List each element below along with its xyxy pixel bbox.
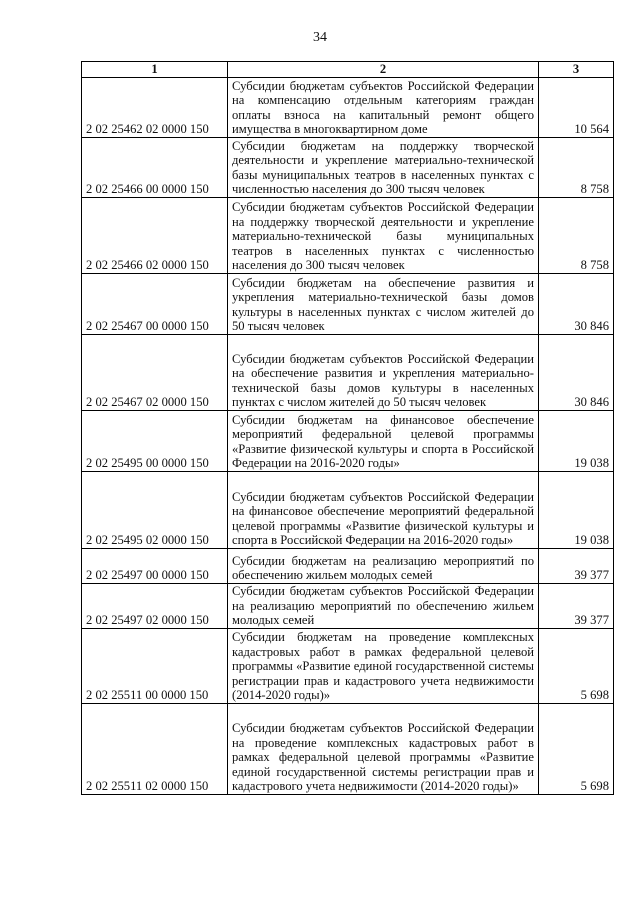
row-description: Субсидии бюджетам субъектов Российской Федерации на проведение комплексных кадастровых работ в рамках федеральной целевой программы «Развитие единой государственной системы регистрации прав и кадастрового учета недвижимости (2014-2020 годы)» — [228, 704, 539, 795]
row-amount: 10 564 — [539, 78, 614, 138]
row-amount: 39 377 — [539, 549, 614, 584]
table-row — [82, 335, 614, 411]
table-row — [82, 549, 614, 584]
table-row — [82, 198, 614, 274]
table-row — [82, 704, 614, 795]
row-description: Субсидии бюджетам на обеспечение развития и укрепления материально-технической базы домов культуры в населенных пунктах с числом жителей до 50 тысяч человек — [228, 274, 539, 335]
row-description: Субсидии бюджетам субъектов Российской Федерации на компенсацию отдельным категориям граждан оплаты взноса на капитальный ремонт общего имущества в многоквартирном доме — [228, 78, 539, 138]
row-amount: 8 758 — [539, 198, 614, 274]
row-description: Субсидии бюджетам на проведение комплексных кадастровых работ в рамках федеральной целевой программы «Развитие единой государственной системы регистрации прав и кадастрового учета недвижимости (2014-2020 годы)» — [228, 629, 539, 704]
row-description: Субсидии бюджетам на поддержку творческой деятельности и укрепление материально-технической базы муниципальных театров в населенных пунктах с численностью населения до 300 тысяч человек — [228, 138, 539, 198]
row-code: 2 02 25511 02 0000 150 — [82, 704, 228, 795]
row-code: 2 02 25462 02 0000 150 — [82, 78, 228, 138]
column-header-code: 1 — [82, 62, 228, 78]
table-row — [82, 472, 614, 549]
row-amount: 19 038 — [539, 472, 614, 549]
column-header-amount: 3 — [539, 62, 614, 78]
row-description: Субсидии бюджетам субъектов Российской Федерации на обеспечение развития и укрепления материально-технической базы домов культуры в населенных пунктах с числом жителей до 50 тысяч человек — [228, 335, 539, 411]
row-description: Субсидии бюджетам на реализацию мероприятий по обеспечению жильем молодых семей — [228, 549, 539, 584]
table-row — [82, 138, 614, 198]
row-description: Субсидии бюджетам на финансовое обеспечение мероприятий федеральной целевой программы «Развитие физической культуры и спорта в Российской Федерации на 2016-2020 годы» — [228, 411, 539, 472]
row-code: 2 02 25467 02 0000 150 — [82, 335, 228, 411]
row-code: 2 02 25497 00 0000 150 — [82, 549, 228, 584]
table-row — [82, 78, 614, 138]
row-code: 2 02 25495 02 0000 150 — [82, 472, 228, 549]
budget-table — [81, 61, 614, 795]
column-header-description: 2 — [228, 62, 539, 78]
row-code: 2 02 25497 02 0000 150 — [82, 584, 228, 629]
page-number: 34 — [313, 30, 327, 45]
row-amount: 19 038 — [539, 411, 614, 472]
table-row — [82, 584, 614, 629]
row-description: Субсидии бюджетам субъектов Российской Федерации на поддержку творческой деятельности и укрепление материально-технической базы муниципальных театров в населенных пунктах с численностью населения до 300 тысяч человек — [228, 198, 539, 274]
table-row — [82, 411, 614, 472]
row-code: 2 02 25467 00 0000 150 — [82, 274, 228, 335]
row-amount: 5 698 — [539, 704, 614, 795]
row-amount: 39 377 — [539, 584, 614, 629]
table-row — [82, 274, 614, 335]
row-amount: 5 698 — [539, 629, 614, 704]
row-amount: 8 758 — [539, 138, 614, 198]
row-code: 2 02 25511 00 0000 150 — [82, 629, 228, 704]
row-amount: 30 846 — [539, 274, 614, 335]
table-row — [82, 629, 614, 704]
row-amount: 30 846 — [539, 335, 614, 411]
row-code: 2 02 25466 02 0000 150 — [82, 198, 228, 274]
row-code: 2 02 25466 00 0000 150 — [82, 138, 228, 198]
row-description: Субсидии бюджетам субъектов Российской Федерации на финансовое обеспечение мероприятий федеральной целевой программы «Развитие физической культуры и спорта в Российской Федерации на 2016-2020 годы» — [228, 472, 539, 549]
row-description: Субсидии бюджетам субъектов Российской Федерации на реализацию мероприятий по обеспечению жильем молодых семей — [228, 584, 539, 629]
table-header-row — [82, 62, 614, 78]
row-code: 2 02 25495 00 0000 150 — [82, 411, 228, 472]
